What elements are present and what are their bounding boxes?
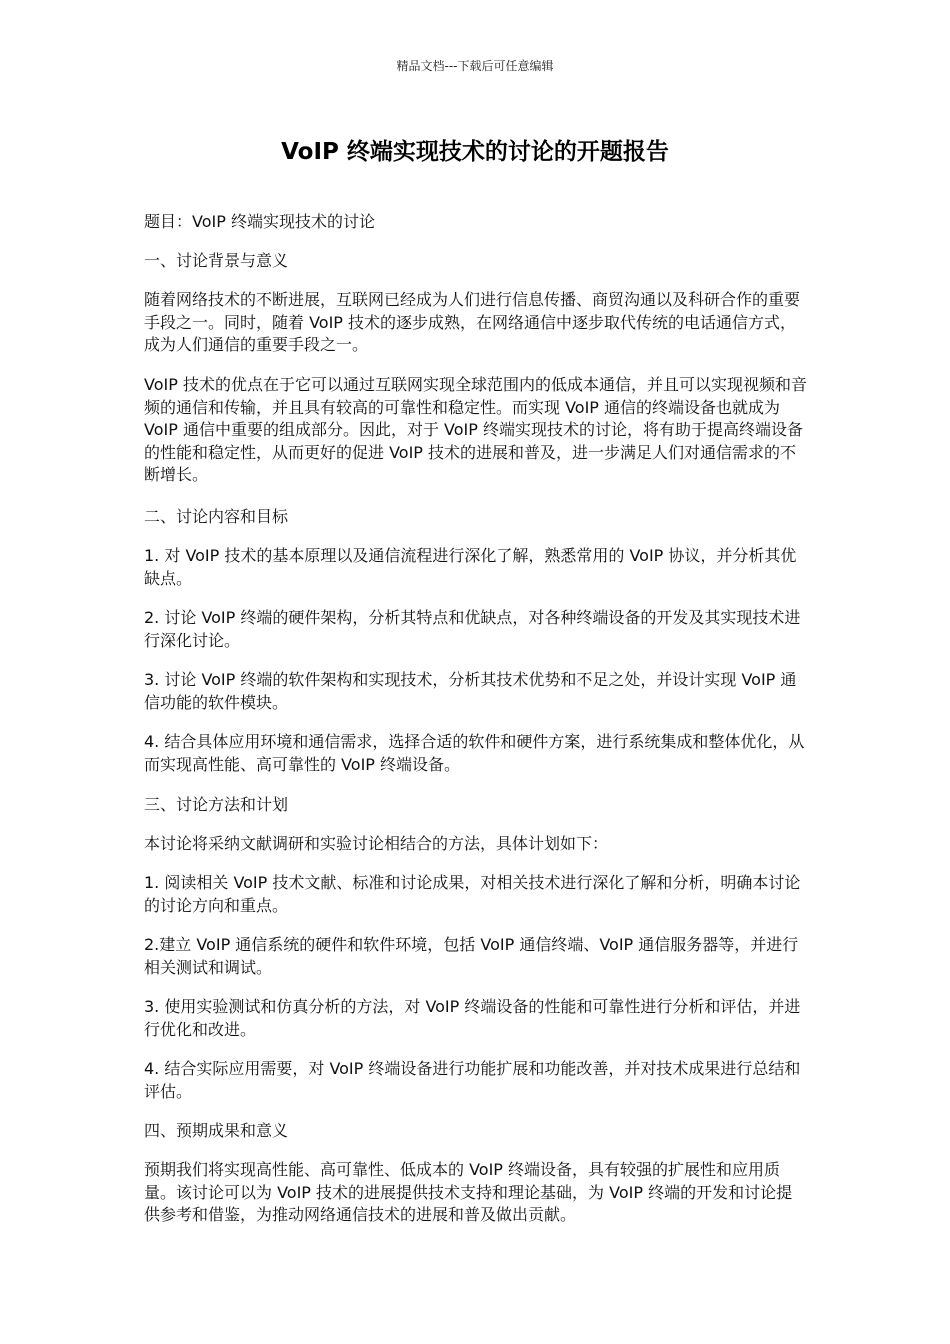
paragraph-text: 预期我们将实现高性能、高可靠性、低成本的 VoIP 终端设备，具有较强的扩展性和应用质量。该讨论可以为 VoIP 技术的进展提供技术支持和理论基础，为 VoIP 终端的开发和讨论提供参考和借鉴，为推动网络通信技术的进展和普及做出贡献。 xyxy=(144,1160,793,1224)
plan-item-4 xyxy=(144,1058,808,1103)
content-item-2 xyxy=(144,607,808,652)
content-item-3 xyxy=(144,669,808,714)
section-heading-text: 一、讨论背景与意义 xyxy=(144,251,289,270)
list-item-text: 1. 阅读相关 VoIP 技术文献、标准和讨论成果，对相关技术进行深化了解和分析，明确本讨论的讨论方向和重点。 xyxy=(144,873,801,915)
list-item-text: 4. 结合实际应用需要，对 VoIP 终端设备进行功能扩展和功能改善，并对技术成果进行总结和评估。 xyxy=(144,1059,801,1101)
section-heading-content xyxy=(144,506,808,529)
list-item-text: 2.建立 VoIP 通信系统的硬件和软件环境，包括 VoIP 通信终端、VoIP 通信服务器等，并进行相关测试和调试。 xyxy=(144,935,799,977)
section-heading-text: 三、讨论方法和计划 xyxy=(144,795,289,814)
section-heading-text: 二、讨论内容和目标 xyxy=(144,507,289,526)
plan-item-3 xyxy=(144,996,808,1041)
section-heading-method xyxy=(144,794,808,817)
paragraph-background-2 xyxy=(144,374,808,487)
topic-line xyxy=(144,211,808,234)
topic-text: 题目：VoIP 终端实现技术的讨论 xyxy=(144,212,375,231)
section-heading-text: 四、预期成果和意义 xyxy=(144,1121,289,1140)
list-item-text: 3. 讨论 VoIP 终端的软件架构和实现技术，分析其技术优势和不足之处，并设计实现 VoIP 通信功能的软件模块。 xyxy=(144,670,797,712)
plan-item-2 xyxy=(144,934,808,979)
content-item-1 xyxy=(144,545,808,590)
paragraph-background-1 xyxy=(144,289,808,357)
paragraph-text: 随着网络技术的不断进展，互联网已经成为人们进行信息传播、商贸沟通以及科研合作的重要手段之一。同时，随着 VoIP 技术的逐步成熟，在网络通信中逐步取代传统的电话通信方式，成为人们通信的重要手段之一。 xyxy=(144,290,801,354)
section-heading-background xyxy=(144,250,808,273)
list-item-text: 3. 使用实验测试和仿真分析的方法，对 VoIP 终端设备的性能和可靠性进行分析和评估，并进行优化和改进。 xyxy=(144,997,801,1039)
list-item-text: 4. 结合具体应用环境和通信需求，选择合适的软件和硬件方案，进行系统集成和整体优化，从而实现高性能、高可靠性的 VoIP 终端设备。 xyxy=(144,732,805,774)
document-title: VoIP 终端实现技术的讨论的开题报告 xyxy=(281,139,669,165)
outcome-paragraph xyxy=(144,1159,808,1227)
section-heading-outcome xyxy=(144,1120,808,1143)
page-header: 精品文档---下载后可任意编辑 xyxy=(396,59,554,73)
list-item-text: 2. 讨论 VoIP 终端的硬件架构，分析其特点和优缺点，对各种终端设备的开发及其实现技术进行深化讨论。 xyxy=(144,608,801,650)
content-item-4 xyxy=(144,731,808,776)
paragraph-text: 本讨论将采纳文献调研和实验讨论相结合的方法，具体计划如下： xyxy=(144,834,609,853)
paragraph-text: VoIP 技术的优点在于它可以通过互联网实现全球范围内的低成本通信，并且可以实现视频和音频的通信和传输，并且具有较高的可靠性和稳定性。而实现 VoIP 通信的终端设备也就成为 VoIP 通信中重要的组成部分。因此，对于 VoIP 终端实现技术的讨论，将有助于提高终端设备的性能和稳定性，从而更好的促进 VoIP 技术的进展和普及，进一步满足人们对通信需求的不断增长。 xyxy=(144,375,807,484)
list-item-text: 1. 对 VoIP 技术的基本原理以及通信流程进行深化了解，熟悉常用的 VoIP 协议，并分析其优缺点。 xyxy=(144,546,797,588)
method-intro xyxy=(144,833,808,856)
plan-item-1 xyxy=(144,872,808,917)
